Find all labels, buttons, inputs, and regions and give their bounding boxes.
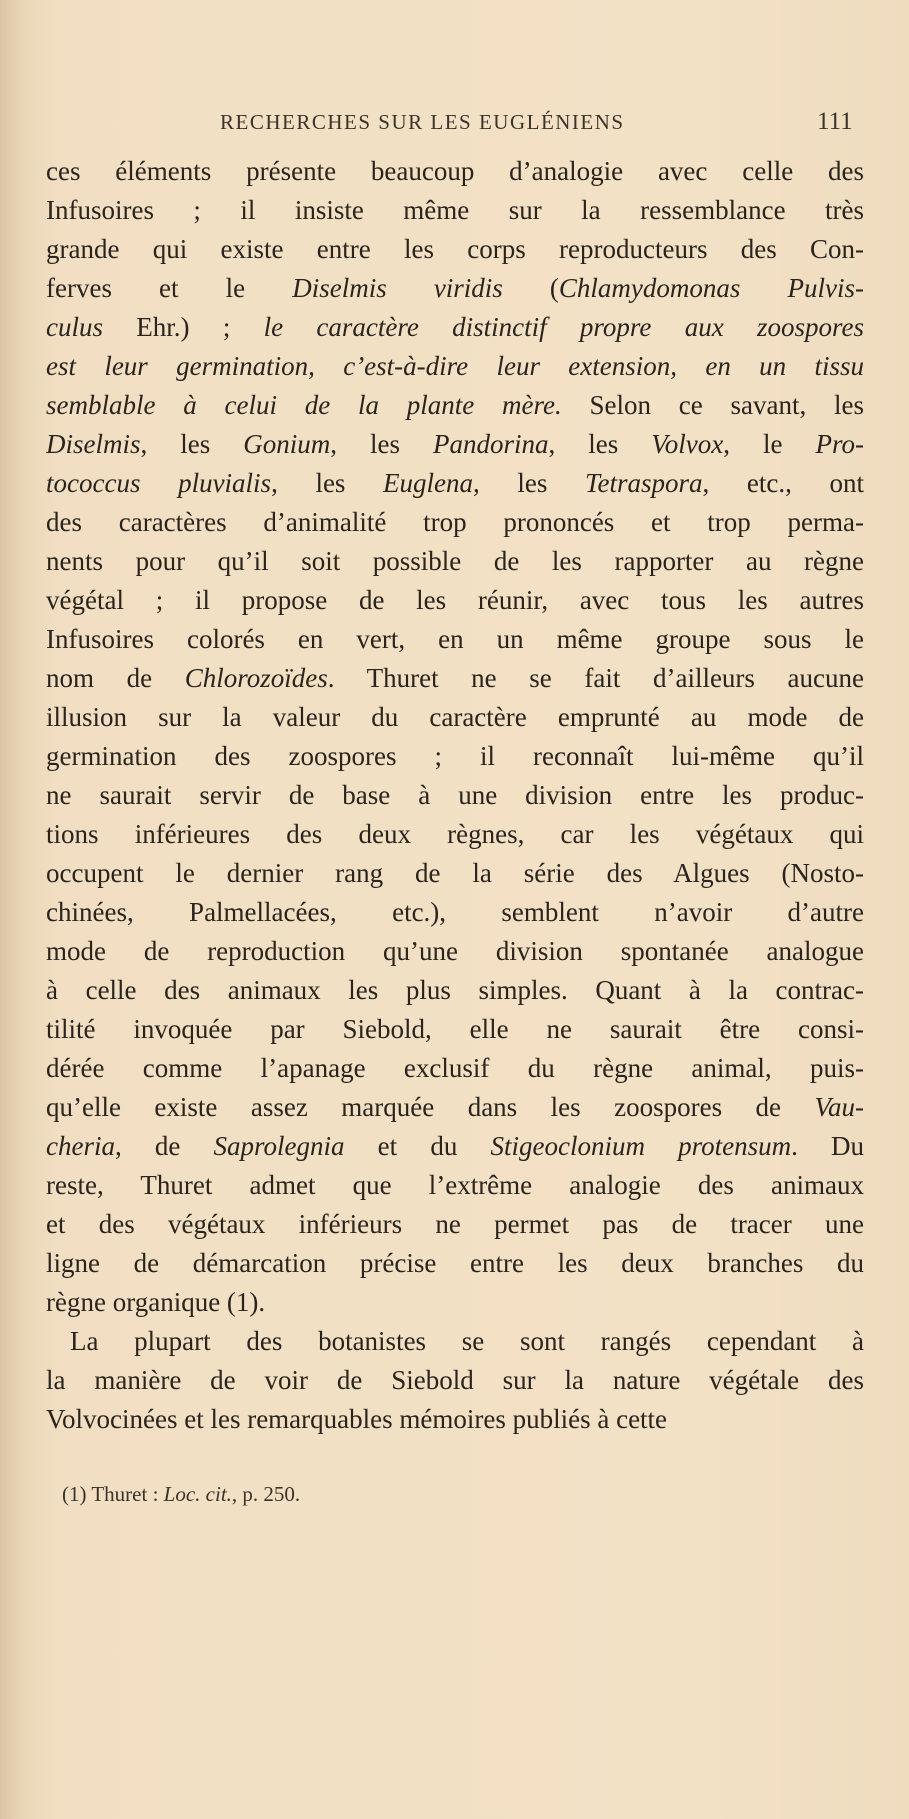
text-line: [46, 1166, 864, 1205]
text-run: culus: [46, 312, 103, 342]
text-run: qu’elle existe assez marquée dans les zoospores de: [46, 1092, 815, 1122]
text-line: [46, 503, 864, 542]
text-run: la manière de voir de Siebold sur la nature végétale des: [46, 1365, 864, 1395]
text-line: [46, 308, 864, 347]
text-run: végétal ; il propose de les réunir, avec tous les autres: [46, 585, 864, 615]
text-run: dérée comme l’apanage exclusif du règne animal, puis-: [46, 1053, 864, 1083]
body-text: [46, 152, 864, 1439]
text-run: reste, Thuret admet que l’extrême analogie des animaux: [46, 1170, 864, 1200]
text-run: Pandorina: [433, 429, 549, 459]
text-run: , les: [330, 429, 433, 459]
text-run: grande qui existe entre les corps reproducteurs des Con-: [46, 234, 864, 264]
text-run: mode de reproduction qu’une division spontanée analogue: [46, 936, 864, 966]
text-run: des caractères d’animalité trop prononcés et trop perma-: [46, 507, 864, 537]
page-header: [0, 110, 909, 142]
text-run: , les: [473, 468, 585, 498]
text-run: le caractère distinctif propre aux zoospores: [263, 312, 864, 342]
text-line: [46, 1400, 864, 1439]
text-run: . Du: [791, 1131, 864, 1161]
text-run: Ehr.) ;: [103, 312, 264, 342]
text-run: Loc. cit.: [163, 1482, 232, 1506]
page-number: 111: [817, 108, 853, 135]
text-run: ligne de démarcation précise entre les deux branches du: [46, 1248, 864, 1278]
text-run: La plupart des botanistes se sont rangés cependant à: [70, 1326, 864, 1356]
text-run: Stigeoclonium protensum: [490, 1131, 792, 1161]
text-line: [46, 932, 864, 971]
text-run: ferves et le: [46, 273, 293, 303]
text-line: [46, 1049, 864, 1088]
text-line: [46, 347, 864, 386]
text-run: semblable à celui de la plante mère.: [46, 390, 562, 420]
text-line: [46, 152, 864, 191]
text-run: Tetraspora: [585, 468, 703, 498]
text-line: [46, 1361, 864, 1400]
text-run: Pro-: [815, 429, 864, 459]
text-line: [46, 425, 864, 464]
text-run: illusion sur la valeur du caractère emprunté au mode de: [46, 702, 864, 732]
text-line: [46, 1322, 864, 1361]
text-run: , p. 250.: [231, 1482, 301, 1506]
running-head: RECHERCHES SUR LES EUGLÉNIENS: [220, 110, 625, 134]
text-run: , les: [271, 468, 384, 498]
text-run: nents pour qu’il soit possible de les rapporter au règne: [46, 546, 864, 576]
text-run: tococcus pluvialis: [46, 468, 272, 498]
text-line: [46, 971, 864, 1010]
text-run: tilité invoquée par Siebold, elle ne saurait être consi-: [46, 1014, 864, 1044]
text-run: Vau-: [814, 1092, 864, 1122]
footnote: [62, 1482, 300, 1507]
text-run: (1) Thuret :: [62, 1482, 164, 1506]
text-run: Gonium: [243, 429, 331, 459]
text-run: , les: [548, 429, 652, 459]
text-line: [46, 386, 864, 425]
text-line: [46, 542, 864, 581]
text-run: ne saurait servir de base à une division entre les produc-: [46, 780, 864, 810]
text-run: chinées, Palmellacées, etc.), semblent n’avoir d’autre: [46, 897, 864, 927]
text-line: [46, 1205, 864, 1244]
text-run: Infusoires colorés en vert, en un même groupe sous le: [46, 624, 864, 654]
text-run: Euglena: [383, 468, 474, 498]
text-run: , etc., ont: [702, 468, 864, 498]
text-run: Infusoires ; il insiste même sur la ressemblance très: [46, 195, 864, 225]
text-run: , les: [140, 429, 244, 459]
text-run: tions inférieures des deux règnes, car les végétaux qui: [46, 819, 864, 849]
text-line: [46, 464, 864, 503]
text-run: Diselmis: [46, 429, 141, 459]
text-line: [46, 191, 864, 230]
text-run: et des végétaux inférieurs ne permet pas de tracer une: [46, 1209, 864, 1239]
text-run: cheria: [46, 1131, 115, 1161]
text-run: Volvocinées et les remarquables mémoires publiés à cette: [46, 1404, 668, 1434]
text-line: [46, 776, 864, 815]
text-line: [46, 815, 864, 854]
text-run: ces éléments présente beaucoup d’analogie avec celle des: [46, 156, 864, 186]
text-run: , de: [114, 1131, 214, 1161]
text-line: [46, 1283, 864, 1322]
text-run: Saprolegnia: [213, 1131, 345, 1161]
text-run: règne organique (1).: [46, 1287, 266, 1317]
text-run: nom de: [46, 663, 185, 693]
text-line: [46, 698, 864, 737]
text-line: [46, 581, 864, 620]
text-run: Chlamydomonas Pulvis-: [558, 273, 864, 303]
text-line: [46, 854, 864, 893]
text-line: [46, 1127, 864, 1166]
text-line: [46, 1088, 864, 1127]
text-run: , le: [723, 429, 816, 459]
text-run: . Thuret ne se fait d’ailleurs aucune: [327, 663, 864, 693]
text-line: [46, 737, 864, 776]
text-run: est leur germination, c’est-à-dire leur extension, en un tissu: [46, 351, 864, 381]
text-run: germination des zoospores ; il reconnaît lui-même qu’il: [46, 741, 864, 771]
text-run: et du: [344, 1131, 491, 1161]
text-run: Selon ce savant, les: [561, 390, 864, 420]
text-line: [46, 1244, 864, 1283]
text-line: [46, 659, 864, 698]
text-run: Volvox: [651, 429, 724, 459]
text-line: [46, 893, 864, 932]
text-line: [46, 230, 864, 269]
text-line: [46, 620, 864, 659]
text-line: [46, 269, 864, 308]
text-run: (: [502, 273, 559, 303]
text-run: Chlorozoïdes: [184, 663, 328, 693]
text-run: Diselmis viridis: [292, 273, 503, 303]
text-run: occupent le dernier rang de la série des Algues (Nosto-: [46, 858, 864, 888]
text-run: à celle des animaux les plus simples. Quant à la contrac-: [46, 975, 864, 1005]
text-line: [46, 1010, 864, 1049]
